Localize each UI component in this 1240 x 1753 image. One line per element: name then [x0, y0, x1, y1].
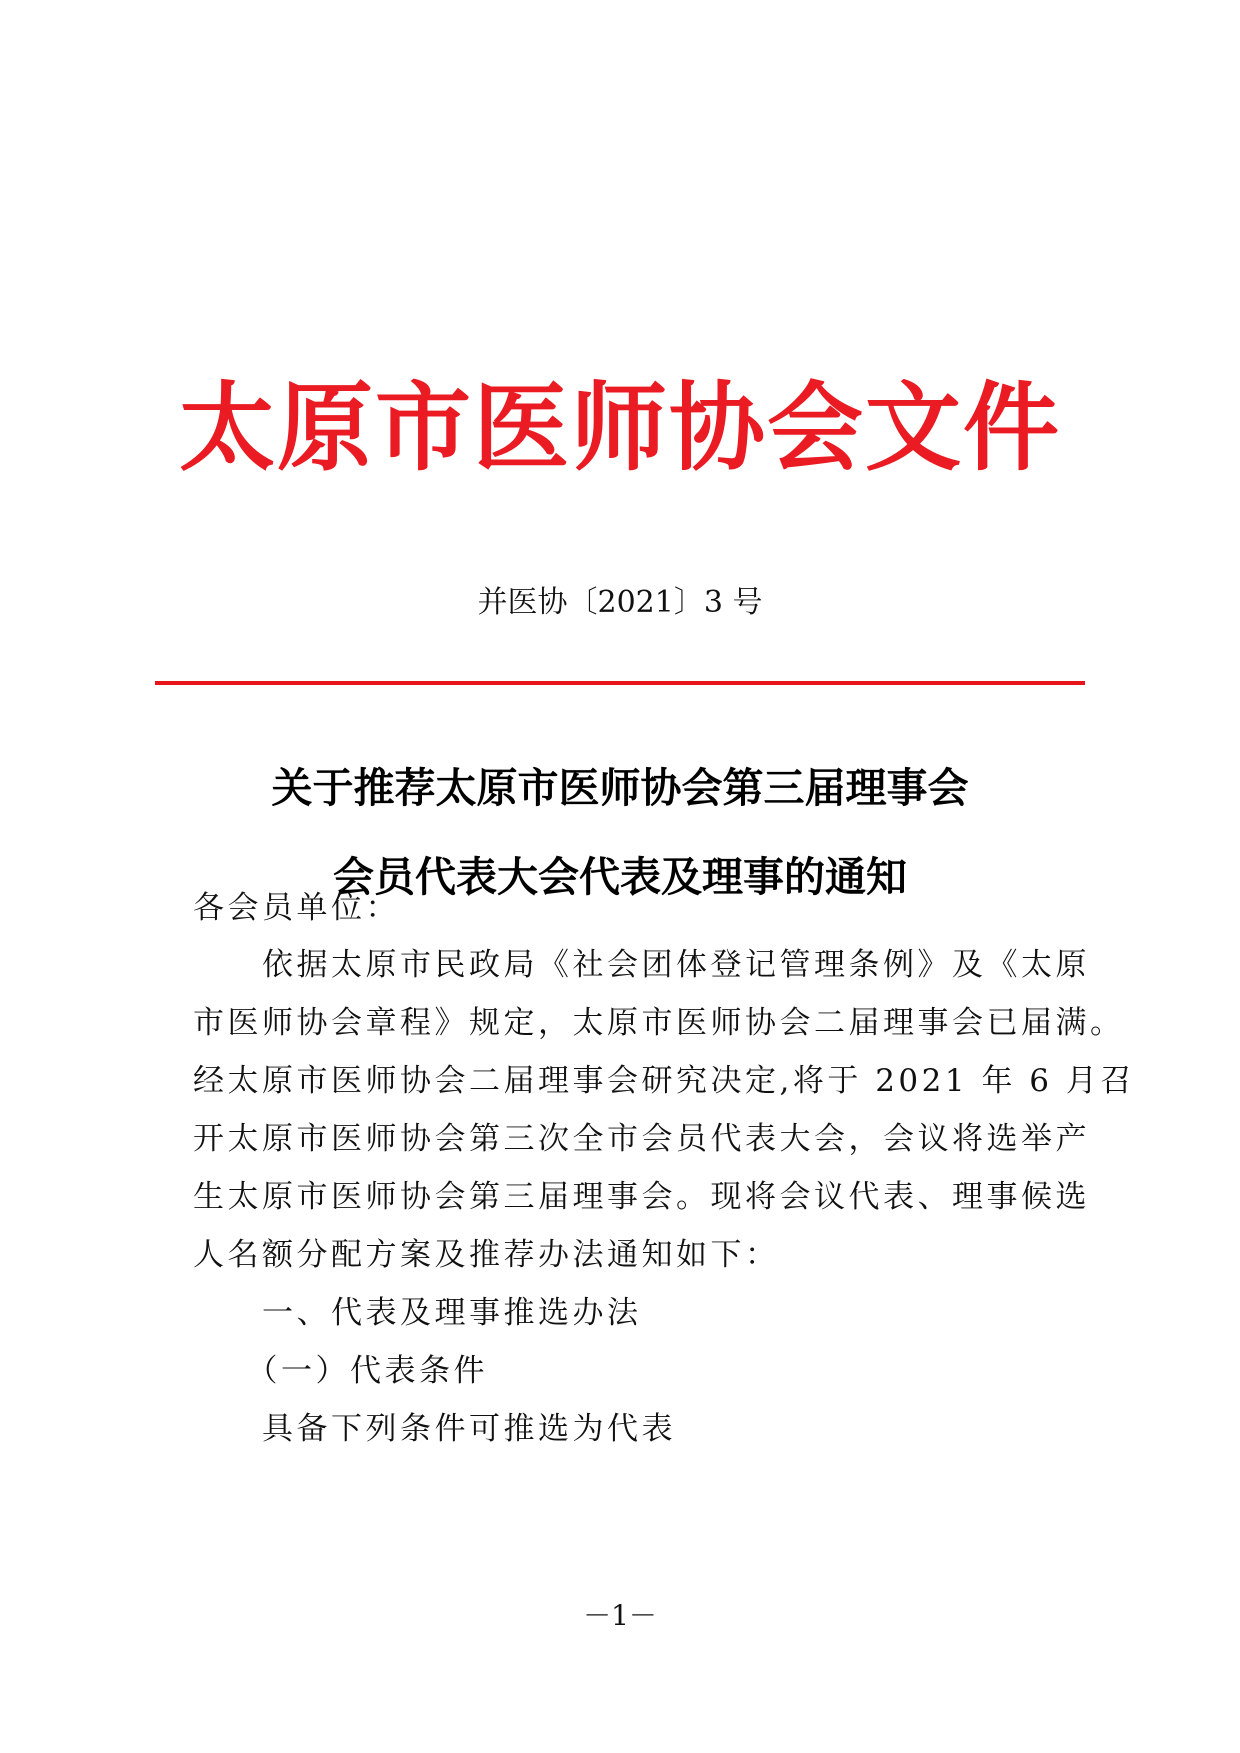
paragraph-line: 依据太原市民政局《社会团体登记管理条例》及《太原	[193, 947, 1090, 983]
red-divider-rule	[155, 681, 1085, 685]
paragraph-line: 生太原市医师协会第三届理事会。现将会议代表、理事候选	[193, 1179, 1090, 1215]
subsection-heading: （一）代表条件	[193, 1353, 488, 1389]
paragraph-line: 人名额分配方案及推荐办法通知如下：	[193, 1237, 780, 1273]
document-number: 并医协〔2021〕3 号	[477, 585, 763, 620]
document-header-title: 太原市医师协会文件	[179, 371, 1061, 484]
salutation: 各会员单位：	[193, 890, 400, 926]
paragraph-line: 经太原市医师协会二届理事会研究决定,将于 2021 年 6 月召	[193, 1063, 1135, 1099]
paragraph-line: 开太原市医师协会第三次全市会员代表大会，会议将选举产	[193, 1121, 1090, 1157]
paragraph-line: 市医师协会章程》规定，太原市医师协会二届理事会已届满。	[193, 1005, 1125, 1041]
criteria-intro: 具备下列条件可推选为代表	[193, 1411, 676, 1447]
section-heading: 一、代表及理事推选办法	[193, 1295, 642, 1331]
notice-title-line-2: 会员代表大会代表及理事的通知	[333, 853, 907, 901]
page-number: －1－	[583, 1599, 657, 1632]
notice-title-line-1: 关于推荐太原市医师协会第三届理事会	[271, 764, 969, 812]
